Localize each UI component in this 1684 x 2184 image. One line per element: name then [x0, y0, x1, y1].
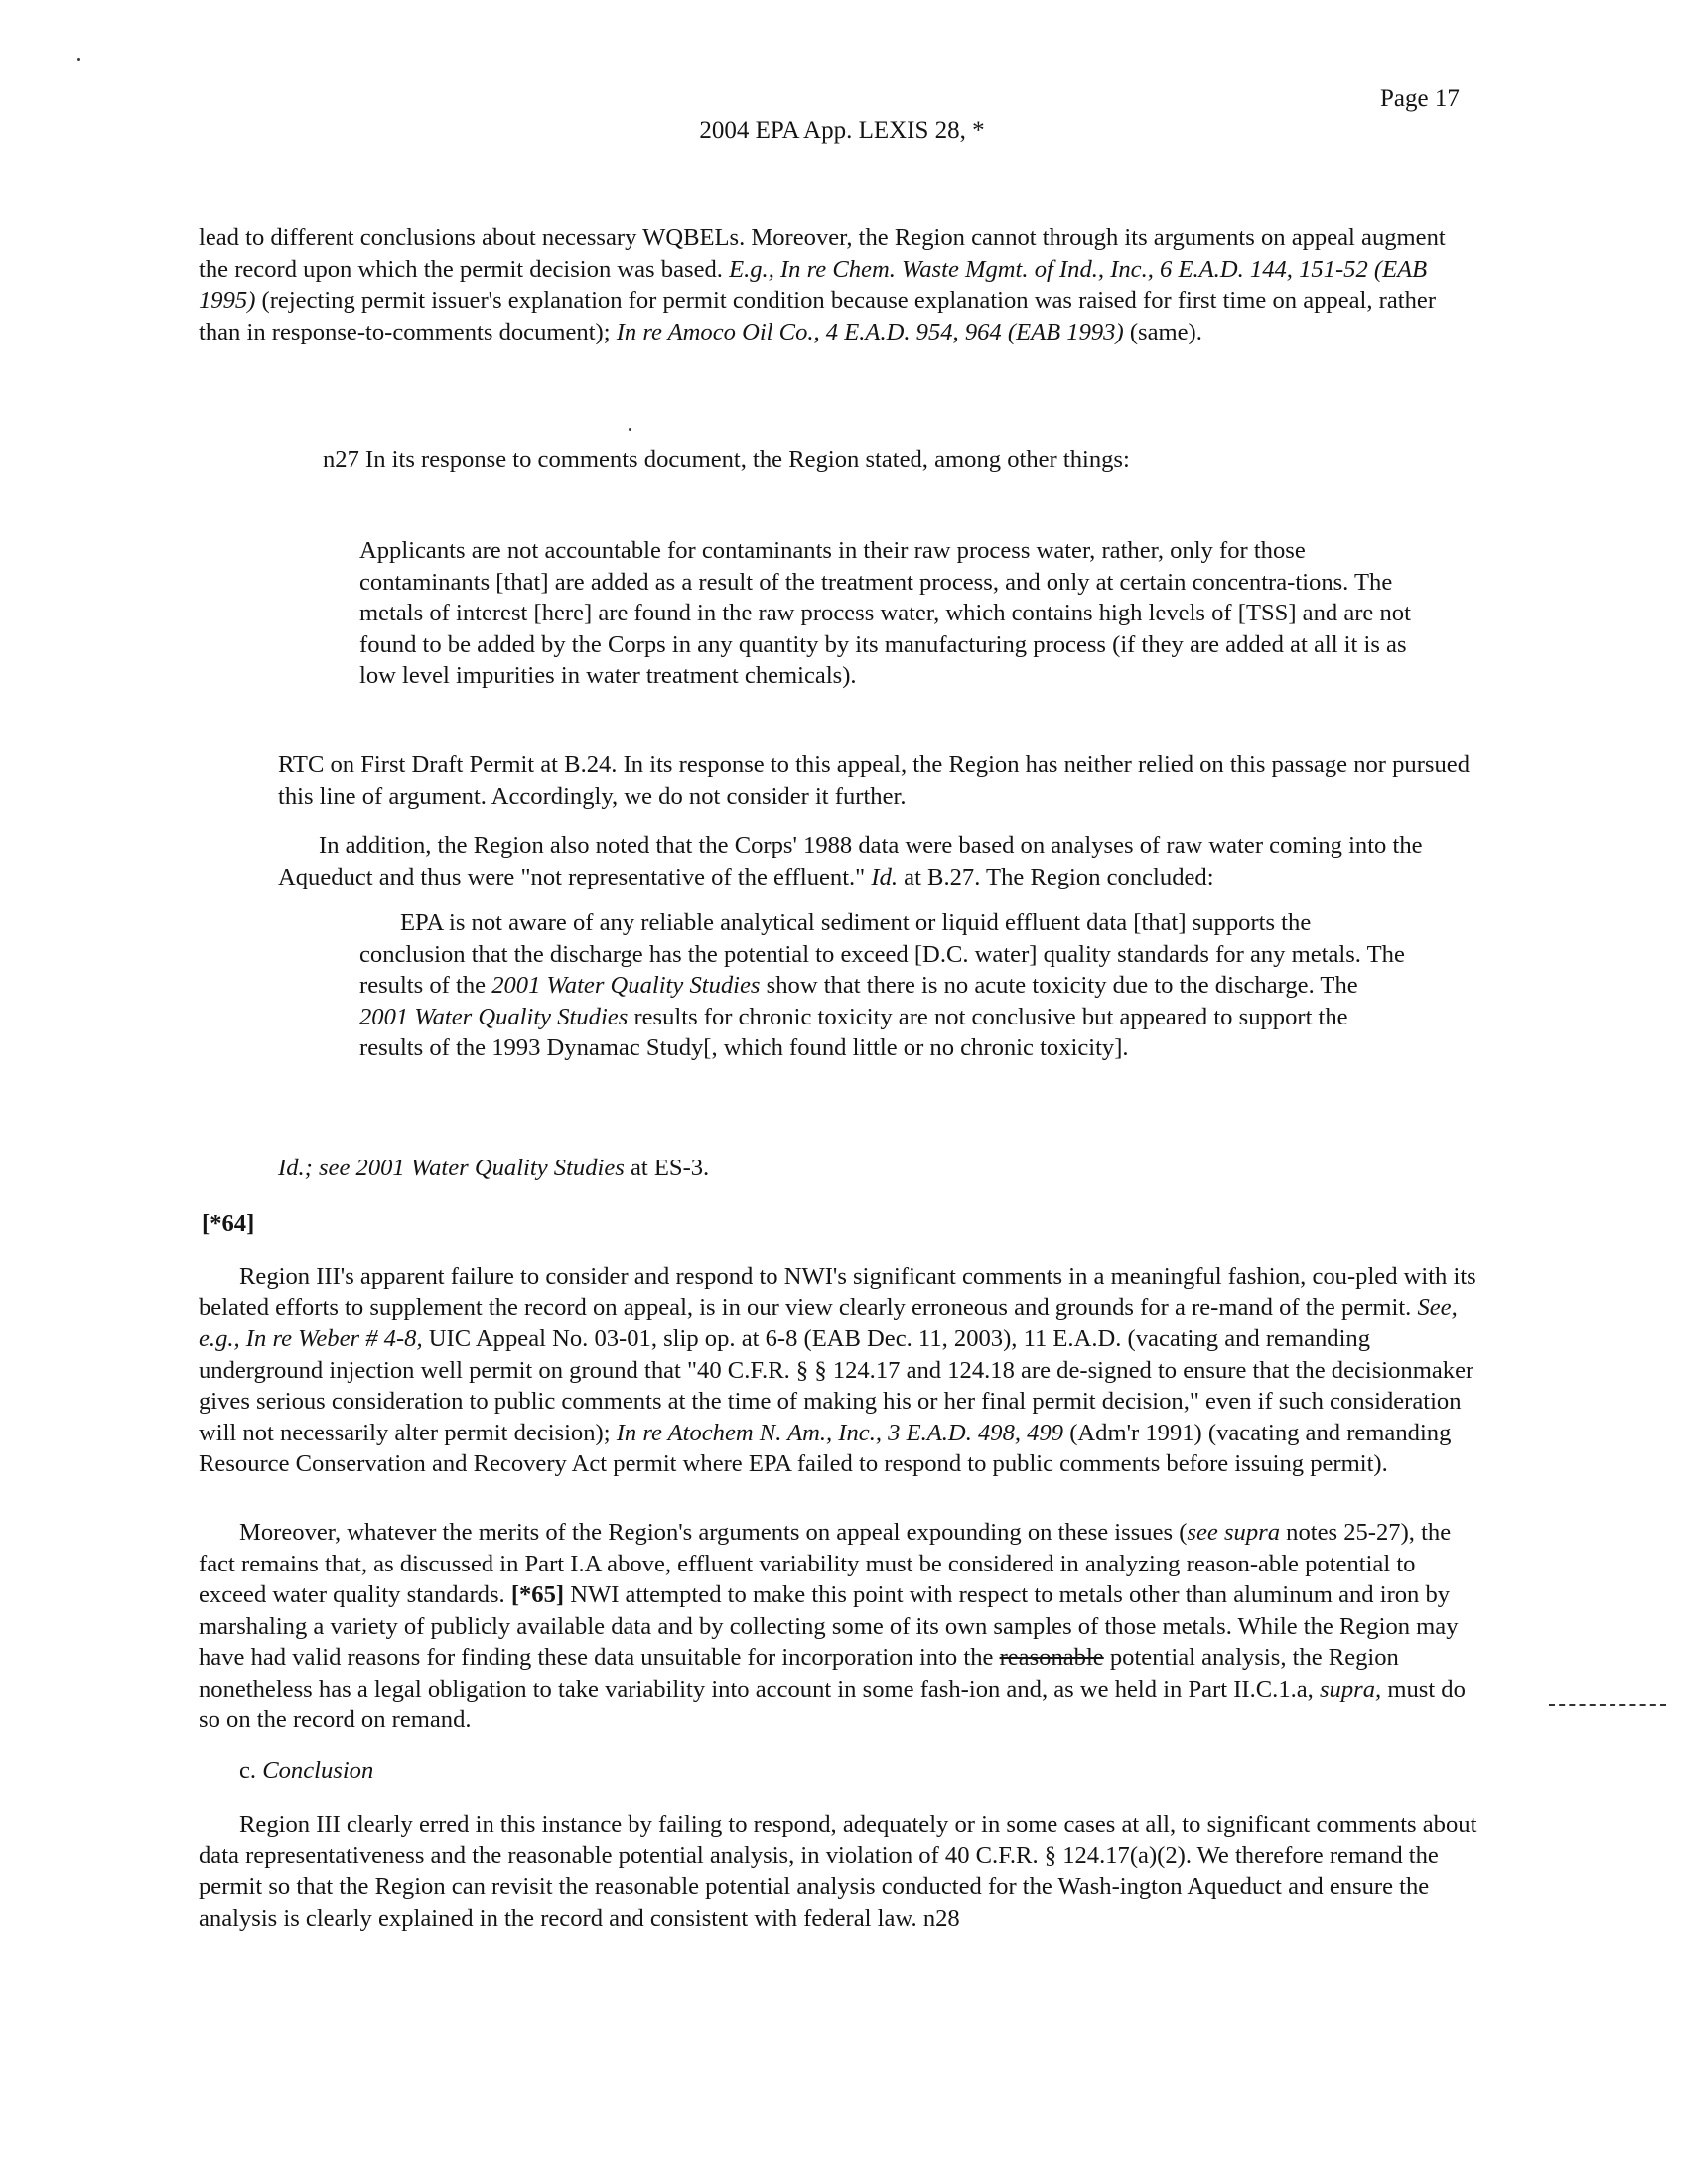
scan-speck — [77, 58, 80, 61]
running-head: 2004 EPA App. LEXIS 28, * — [699, 117, 985, 144]
footnote-block-quote: Applicants are not accountable for contaminants in their raw process water, rather, only for those contaminants [that] are added as a result of the treatment process, and only at certain concentra-tions. The metals of interest [here] are found in the raw process water, which contains high levels of [TSS] and are not found to be added by the Corps in any quantity by its manufacturing process (if they are added at all it is as low level impurities in water treatment chemicals). — [359, 537, 1411, 689]
footnote-rtc-paragraph: RTC on First Draft Permit at B.24. In its response to this appeal, the Region has neither relied on this passage nor pursued this line of argument. Accordingly, we do not consider it further. — [278, 751, 1470, 810]
paragraph-continuation: lead to different conclusions about necessary WQBELs. Moreover, the Region cannot through its arguments on appeal augment the record upon which the permit decision was based. E.g., In re Chem. Waste Mgmt. of Ind., Inc., 6 E.A.D. 144, 151-52 (EAB 1995) (rejecting permit issuer's explanation for permit condition because explanation was raised for first time on appeal, rather than in response-to-comments document); In re Amoco Oil Co., 4 E.A.D. 954, 964 (EAB 1993) (same). — [199, 224, 1446, 345]
paragraph-region-iii-failure: Region III's apparent failure to consider and respond to NWI's significant comments in a meaningful fashion, cou-pled with its belated efforts to supplement the record on appeal, is in our view clearly erroneous and grounds for a re-mand of the permit. See, e.g., In re Weber # 4-8, UIC Appeal No. 03-01, slip op. at 6-8 (EAB Dec. 11, 2003), 11 E.A.D. (vacating and remanding underground injection well permit on ground that "40 C.F.R. § § 124.17 and 124.18 are de-signed to ensure that the decisionmaker gives serious consideration to public comments at the time of making his or her final permit decision," even if such consideration will not necessarily alter permit decision); In re Atochem N. Am., Inc., 3 E.A.D. 498, 499 (Adm'r 1991) (vacating and remanding Resource Conservation and Recovery Act permit where EPA failed to respond to public comments before issuing permit). — [199, 1263, 1476, 1477]
footnote-citation: Id.; see 2001 Water Quality Studies at ES-3. — [278, 1155, 710, 1181]
case-citation: E.g., In re Chem. Waste Mgmt. of Ind., Inc., 6 E.A.D. 144, 151-52 (EAB 1995) — [199, 255, 1428, 314]
scan-dash-artifact — [1549, 1704, 1666, 1706]
case-citation: In re Atochem N. Am., Inc., 3 E.A.D. 498, 499 — [616, 1419, 1064, 1446]
footnote-block-quote-2: EPA is not aware of any reliable analytical sediment or liquid effluent data [that] supports the conclusion that the discharge has the potential to exceed [D.C. water] quality standards for any metals. The results of the 2001 Water Quality Studies show that there is no acute toxicity due to the discharge. The 2001 Water Quality Studies results for chronic toxicity are not conclusive but appeared to support the results of the 1993 Dynamac Study[, which found little or no chronic toxicity]. — [359, 909, 1405, 1061]
paragraph-conclusion: Region III clearly erred in this instance by failing to respond, adequately or in some cases at all, to significant comments about data representativeness and the reasonable potential analysis, in violation of 40 C.F.R. § 124.17(a)(2). We therefore remand the permit so that the Region can revisit the reasonable potential analysis conducted for the Wash-ington Aqueduct and ensure the analysis is clearly explained in the record and consistent with federal law. n28 — [199, 1811, 1477, 1932]
struck-word: reasonable — [999, 1644, 1104, 1671]
case-citation: In re Amoco Oil Co., 4 E.A.D. 954, 964 (EAB 1993) — [616, 318, 1124, 345]
star-page-marker: [*65] — [510, 1581, 565, 1608]
footnote-n27-intro: n27 In its response to comments document, the Region stated, among other things: — [323, 446, 1130, 473]
star-page-marker: [*64] — [202, 1210, 255, 1237]
case-citation: See, e.g., In re Weber # 4-8, — [199, 1294, 1458, 1352]
page-number: Page 17 — [1380, 85, 1460, 112]
section-heading: c. Conclusion — [239, 1757, 374, 1784]
scan-speck — [629, 428, 632, 431]
footnote-addition-paragraph: In addition, the Region also noted that the Corps' 1988 data were based on analyses of raw water coming into the Aqueduct and thus were "not representative of the effluent." Id. at B.27. The Region concluded: — [278, 832, 1423, 890]
paragraph-moreover: Moreover, whatever the merits of the Region's arguments on appeal expounding on these issues (see supra notes 25-27), the fact remains that, as discussed in Part I.A above, effluent variability must be considered in analyzing reason-able potential to exceed water quality standards. [*65] NWI attempted to make this point with respect to metals other than aluminum and iron by marshaling a variety of publicly available data and by collecting some of its own samples of those metals. While the Region may have had valid reasons for finding these data unsuitable for incorporation into the reasonable potential analysis, the Region nonetheless has a legal obligation to take variability into account in some fash-ion and, as we held in Part II.C.1.a, supra, must do so on the record on remand. — [199, 1519, 1466, 1733]
